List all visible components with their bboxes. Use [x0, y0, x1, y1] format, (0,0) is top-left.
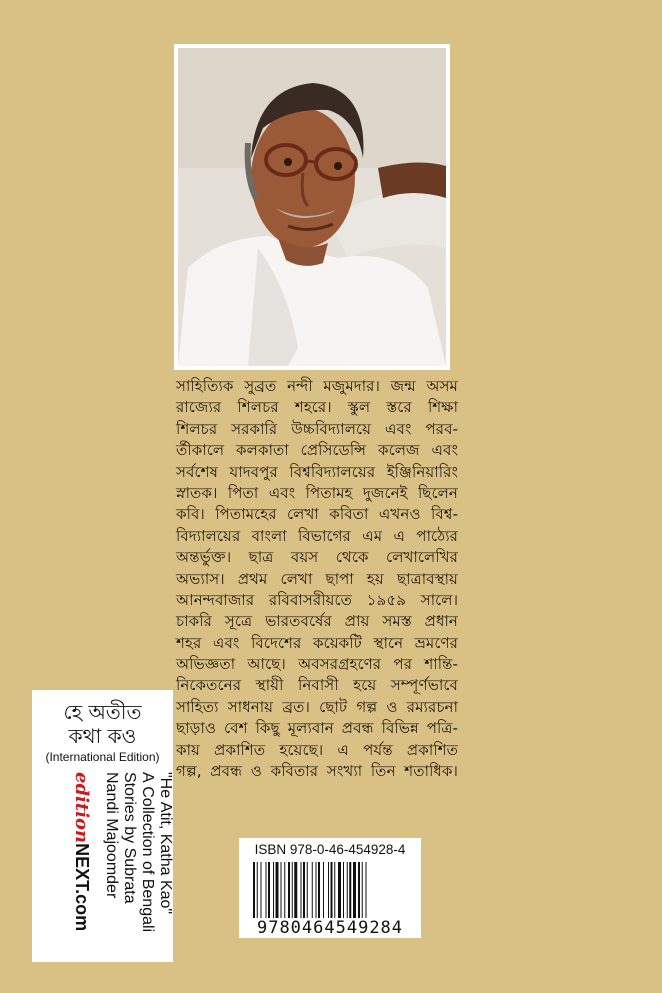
bio-line: ছাড়াও বেশ কিছু মূল্যবান প্রবন্ধ বিভিন্ন পত্রি-	[176, 719, 458, 738]
barcode-bar	[334, 862, 335, 918]
barcode-bar	[281, 862, 282, 918]
bio-line: আনন্দবাজার রবিবাসরীয়তে ১৯৫৯ সালে।	[176, 590, 458, 609]
author-photo-frame	[174, 44, 450, 370]
publisher-edition-text: edition	[71, 772, 92, 844]
barcode-digits: 9780464549284	[256, 918, 404, 938]
barcode-bar	[318, 862, 320, 918]
publisher-logo	[71, 772, 92, 931]
barcode-bar	[257, 862, 258, 918]
barcode-bar	[366, 862, 367, 918]
barcode-bar	[294, 862, 297, 918]
barcode-bar	[347, 862, 348, 918]
barcode-icon	[253, 862, 407, 918]
barcode-bar	[266, 862, 267, 918]
barcode-bar	[303, 862, 305, 918]
bio-line: কবি। পিতামহের লেখা কবিতা এখনও বিশ্ব-	[176, 505, 458, 524]
author-portrait-image	[178, 48, 446, 366]
edition-label: (International Edition)	[45, 750, 160, 764]
barcode-bar	[349, 862, 351, 918]
author-name: Nandi Majoomder	[103, 772, 120, 899]
barcode-bar	[261, 862, 262, 918]
bio-line: অন্তর্ভুক্ত। ছাত্র বয়স থেকে লেখালেখির	[176, 548, 458, 567]
barcode-bar	[328, 862, 329, 918]
english-title: "He Atit, Katha Kao"	[157, 772, 174, 915]
author-biography	[176, 376, 458, 782]
bio-line: অভ্যাস। প্রথম লেখা ছাপা হয় ছাত্রাবস্থায়	[176, 569, 458, 588]
barcode-bar	[276, 862, 279, 918]
barcode-bar	[301, 862, 302, 918]
barcode-bar	[316, 862, 317, 918]
barcode-bar	[353, 862, 356, 918]
barcode-bar	[331, 862, 333, 918]
bio-line: সাহিত্য সাধনায় ব্রত। ছোট গল্প ও রম্যরচনা	[176, 697, 458, 716]
barcode-bar	[284, 862, 285, 918]
bengali-title-line2: কথা কও	[68, 724, 137, 748]
collection-line: A Collection of Bengali	[139, 772, 156, 933]
author-photo	[178, 48, 446, 366]
bio-line: শহর এবং বিদেশের কয়েকটি স্থানে ভ্রমণের	[176, 633, 458, 652]
bio-line: অভিজ্ঞতা আছে। অবসরগ্রহণের পর শান্তি-	[176, 655, 458, 674]
bengali-title	[32, 700, 173, 748]
publisher-domain-text: .com	[72, 889, 92, 932]
barcode-box	[239, 838, 421, 938]
bio-line: সর্বশেষ যাদবপুর বিশ্ববিদ্যালয়ের ইঞ্জিনিয়ারিং	[176, 462, 458, 481]
bio-line: সাহিত্যিক সুব্রত নন্দী মজুমদার। জন্ম অসম	[176, 377, 458, 395]
barcode-bar	[343, 862, 344, 918]
spine-label-box	[32, 690, 173, 962]
barcode-bar	[312, 862, 313, 918]
barcode-bar	[307, 862, 308, 918]
isbn-label: ISBN 978-0-46-454928-4	[254, 842, 406, 857]
barcode-bar	[338, 862, 341, 918]
bio-line: নিকেতনের স্থায়ী নিবাসী হয়ে সম্পূর্ণভাবে	[176, 676, 458, 695]
barcode-bar	[273, 862, 274, 918]
bio-line: র্তীকালে কলকাতা প্রেসিডেন্সি কলেজ এবং	[176, 441, 458, 460]
bio-line: গল্প, প্রবন্ধ ও কবিতার সংখ্যা তিন শতাধিক।	[176, 762, 458, 781]
barcode-bar	[358, 862, 360, 918]
bio-line: কায় প্রকাশিত হয়েছে। এ পর্যন্ত প্রকাশিত	[176, 740, 458, 759]
publisher-next-text: NEXT	[72, 843, 92, 890]
bio-line: স্নাতক। পিতা এবং পিতামহ দুজনেই ছিলেন	[176, 483, 458, 502]
bio-line: বিদ্যালয়ের বাংলা বিভাগের এম এ পাঠ্যের	[176, 526, 458, 545]
barcode-bar	[288, 862, 290, 918]
bio-line: শিলচর সরকারি উচ্চবিদ্যালয়ে এবং পরব-	[176, 419, 458, 438]
barcode-bar	[268, 862, 270, 918]
barcode-bar	[362, 862, 363, 918]
barcode-bar	[253, 862, 255, 918]
bio-line: রাজ্যের শিলচর শহরে। স্কুল স্তরে শিক্ষা	[176, 398, 458, 417]
barcode-bar	[292, 862, 293, 918]
barcode-bar	[323, 862, 324, 918]
bio-line: চাকরি সূত্রে ভারতবর্ষের প্রায় সমস্ত প্রধান	[176, 612, 458, 631]
bengali-title-line1: হে অতীত	[63, 700, 142, 724]
stories-by-line: Stories by Subrata	[121, 772, 138, 904]
